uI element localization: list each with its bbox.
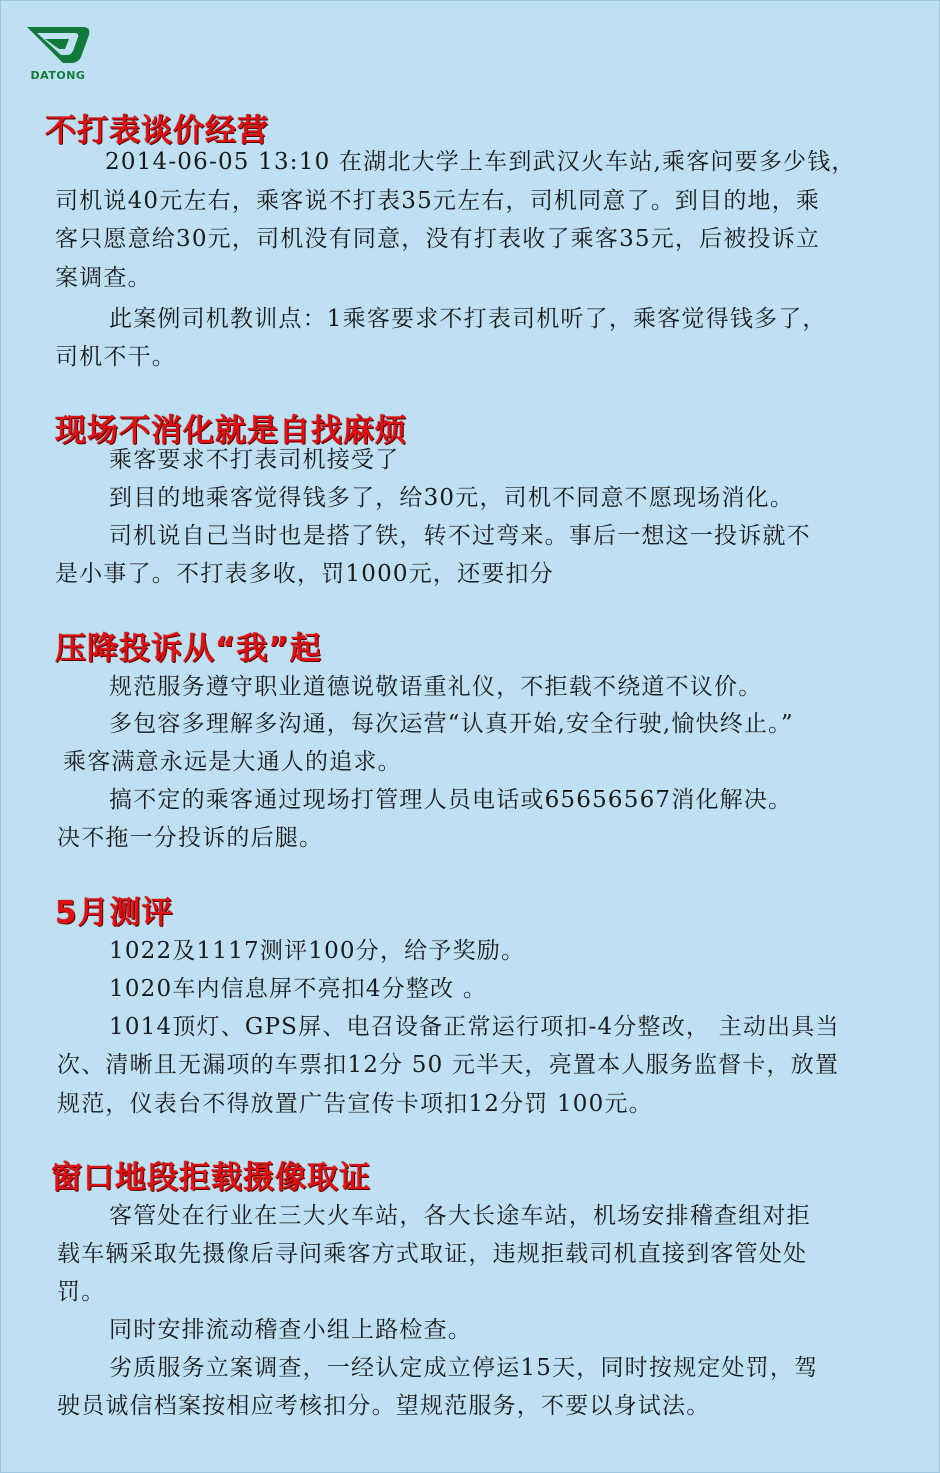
paragraph-line: 规范服务遵守职业道德说敬语重礼仪，不拒载不绕道不议价。	[109, 674, 763, 700]
paragraph-line: 案调查。	[55, 265, 152, 291]
paragraph-line: 1014顶灯、GPS屏、电召设备正常运行项扣-4分整改， 主动出具当	[109, 1014, 840, 1040]
paragraph-line: 司机说40元左右，乘客说不打表35元左右，司机同意了。到目的地，乘	[55, 188, 821, 214]
section-heading-2: 现场不消化就是自找麻烦	[55, 413, 407, 449]
paragraph-line: 规范，仪表台不得放置广告宣传卡项扣12分罚 100元。	[57, 1091, 653, 1117]
paragraph-line: 乘客要求不打表司机接受了	[109, 447, 400, 473]
paragraph-line: 载车辆采取先摄像后寻问乘客方式取证，违规拒载司机直接到客管处处	[57, 1241, 808, 1267]
paragraph-line: 搞不定的乘客通过现场打管理人员电话或65656567消化解决。	[109, 787, 793, 813]
paragraph-line: 客管处在行业在三大火车站，各大长途车站，机场安排稽查组对拒	[109, 1203, 811, 1229]
paragraph-line: 司机说自己当时也是搭了铁，转不过弯来。事后一想这一投诉就不	[109, 523, 811, 549]
paragraph-line: 到目的地乘客觉得钱多了，给30元，司机不同意不愿现场消化。	[109, 485, 795, 511]
logo-text: DATONG	[30, 69, 86, 82]
section-heading-4: 5月测评	[55, 895, 174, 931]
paragraph-line: 罚。	[57, 1279, 106, 1305]
datong-logo	[23, 19, 93, 85]
paragraph-line: 是小事了。不打表多收，罚1000元，还要扣分	[55, 561, 554, 587]
paragraph-line: 此案例司机教训点：1乘客要求不打表司机听了，乘客觉得钱多了，	[109, 306, 827, 332]
paragraph-line: 劣质服务立案调查，一经认定成立停运15天，同时按规定处罚，驾	[109, 1355, 819, 1381]
paragraph-line: 2014-06-05 13:10 在湖北大学上车到武汉火车站,乘客问要多少钱，	[105, 149, 856, 175]
paragraph-line: 司机不干。	[55, 344, 176, 370]
section-heading-1: 不打表谈价经营	[45, 113, 269, 149]
paragraph-line: 1022及1117测评100分，给予奖励。	[109, 938, 526, 964]
paragraph-line: 多包容多理解多沟通，每次运营“认真开始,安全行驶,愉快终止。”	[109, 711, 794, 737]
paragraph-line: 决不拖一分投诉的后腿。	[57, 825, 324, 851]
section-heading-5: 窗口地段拒载摄像取证	[51, 1160, 371, 1196]
datong-logo-icon	[23, 19, 93, 69]
paragraph-line: 1020车内信息屏不亮扣4分整改 。	[109, 976, 488, 1002]
paragraph-line: 同时安排流动稽查小组上路检查。	[109, 1317, 472, 1343]
paragraph-line: 客只愿意给30元，司机没有同意，没有打表收了乘客35元，后被投诉立	[55, 226, 821, 252]
paragraph-line: 乘客满意永远是大通人的追求。	[63, 749, 402, 775]
paragraph-line: 驶员诚信档案按相应考核扣分。望规范服务，不要以身试法。	[57, 1393, 711, 1419]
section-heading-3: 压降投诉从“我”起	[55, 631, 322, 667]
paragraph-line: 次、清晰且无漏项的车票扣12分 50 元半天，亮置本人服务监督卡，放置	[57, 1052, 840, 1078]
